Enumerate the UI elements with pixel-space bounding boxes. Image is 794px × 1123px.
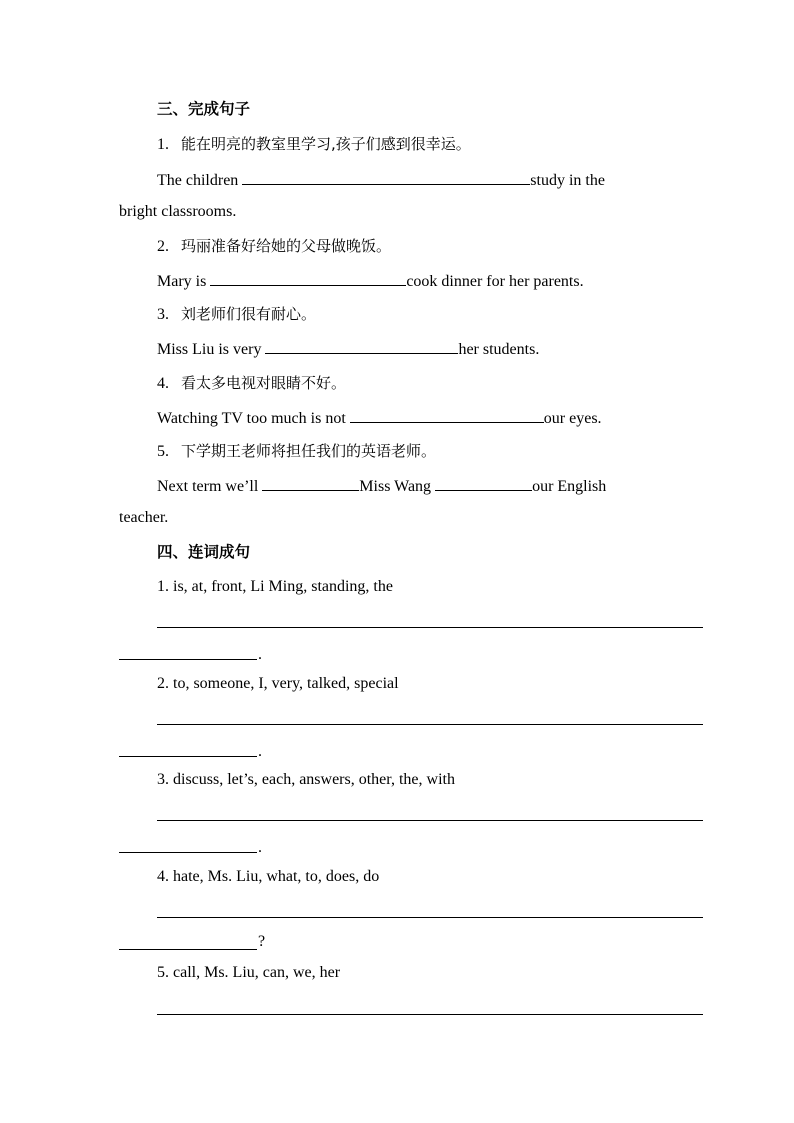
s3-item4-english — [157, 408, 602, 429]
s3-item3-en-before: Miss Liu is very — [157, 341, 262, 358]
s4-item4-end-mark: ? — [258, 933, 266, 950]
s3-item1-answer-blank[interactable] — [242, 170, 530, 185]
s4-item3-answer-line[interactable] — [157, 820, 703, 821]
s3-item5-answer-blank-2[interactable] — [435, 476, 532, 491]
s3-item4-answer-blank[interactable] — [350, 408, 544, 423]
s3-item5-english-line2: teacher. — [119, 509, 169, 526]
s3-item4-chinese — [157, 373, 346, 394]
s3-item4-number: 4. — [157, 375, 169, 392]
s3-item5-answer-blank-1[interactable] — [262, 476, 359, 491]
s3-item4-en-before: Watching TV too much is not — [157, 410, 346, 427]
s3-item3-en-after: her students. — [458, 341, 540, 358]
s4-item3-answer-line-2[interactable] — [119, 852, 257, 853]
s3-item5-en-mid: Miss Wang — [359, 478, 432, 495]
s3-item2-number: 2. — [157, 238, 169, 255]
s3-item5-english — [157, 476, 606, 497]
s3-item2-answer-blank[interactable] — [210, 271, 406, 286]
s3-item3-number: 3. — [157, 306, 169, 323]
s4-item3-end-mark: . — [258, 839, 262, 856]
s3-item5-cn-text: 下学期王老师将担任我们的英语老师。 — [181, 442, 437, 460]
s4-item1-prompt: 1. is, at, front, Li Ming, standing, the — [157, 578, 393, 595]
s3-item2-cn-text: 玛丽准备好给她的父母做晚饭。 — [181, 237, 392, 255]
s3-item3-cn-text: 刘老师们很有耐心。 — [181, 305, 317, 323]
s3-item1-english — [157, 170, 605, 191]
s4-item5-prompt: 5. call, Ms. Liu, can, we, her — [157, 964, 341, 981]
s4-item1-answer-line-2[interactable] — [119, 659, 257, 660]
s4-item4-answer-line-2[interactable] — [119, 949, 257, 950]
s4-item1-end-mark: . — [258, 646, 262, 663]
s3-item5-chinese — [157, 441, 436, 462]
s3-item3-answer-blank[interactable] — [265, 339, 458, 354]
s3-item5-en-after: our English — [532, 478, 607, 495]
s3-item1-number: 1. — [157, 136, 169, 153]
s4-item2-prompt: 2. to, someone, I, very, talked, special — [157, 675, 399, 692]
s3-item4-en-after: our eyes. — [543, 410, 602, 427]
s3-item2-chinese — [157, 236, 391, 257]
section-3-title: 三、完成句子 — [157, 100, 251, 118]
s3-item5-en-before: Next term we’ll — [157, 478, 259, 495]
s3-item3-chinese — [157, 304, 316, 325]
s3-item1-cn-text: 能在明亮的教室里学习,孩子们感到很幸运。 — [181, 135, 471, 153]
s3-item3-english — [157, 339, 539, 360]
s4-item2-answer-line[interactable] — [157, 724, 703, 725]
s3-item4-cn-text: 看太多电视对眼睛不好。 — [181, 374, 347, 392]
s4-item4-answer-line[interactable] — [157, 917, 703, 918]
s3-item1-chinese — [157, 134, 471, 155]
s3-item1-en-after: study in the — [530, 172, 605, 189]
s4-item2-end-mark: . — [258, 743, 262, 760]
s3-item1-en-before: The children — [157, 172, 239, 189]
s3-item5-number: 5. — [157, 443, 169, 460]
s3-item1-english-line2: bright classrooms. — [119, 203, 237, 220]
s3-item2-english — [157, 271, 584, 292]
s4-item2-answer-line-2[interactable] — [119, 756, 257, 757]
s3-item2-en-before: Mary is — [157, 273, 207, 290]
s4-item1-answer-line[interactable] — [157, 627, 703, 628]
section-4-title: 四、连词成句 — [157, 543, 251, 561]
s4-item3-prompt: 3. discuss, let’s, each, answers, other, the, with — [157, 771, 455, 788]
s4-item4-prompt: 4. hate, Ms. Liu, what, to, does, do — [157, 868, 380, 885]
s4-item5-answer-line[interactable] — [157, 1014, 703, 1015]
s3-item2-en-after: cook dinner for her parents. — [406, 273, 584, 290]
